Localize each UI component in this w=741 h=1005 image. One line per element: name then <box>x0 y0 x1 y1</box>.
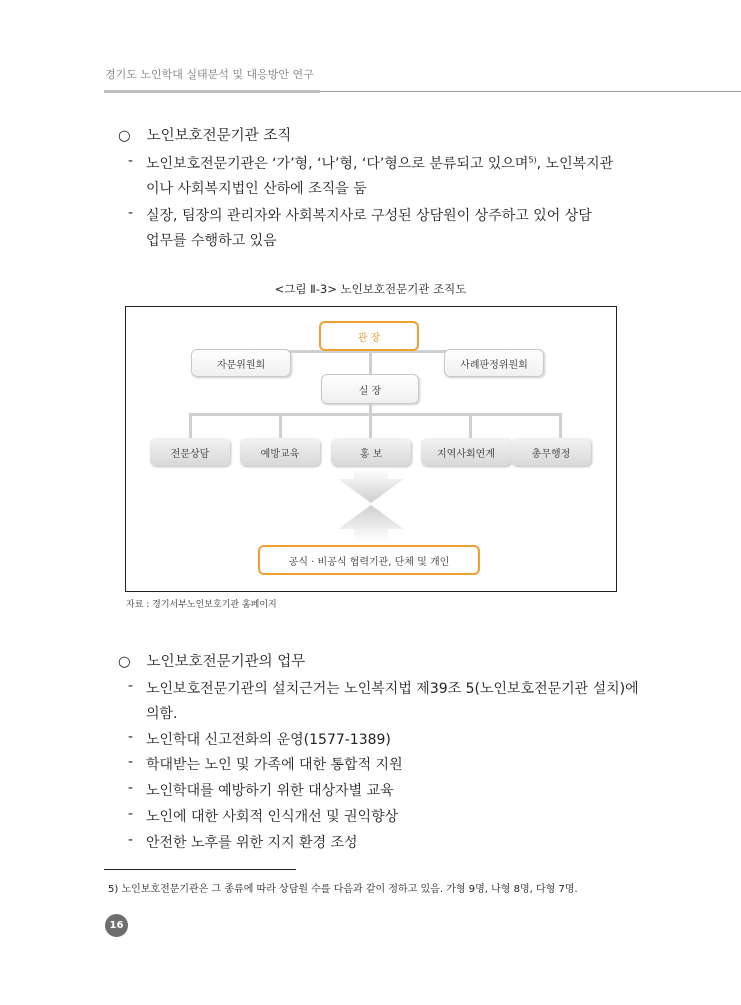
node-partners <box>258 545 480 575</box>
dash-bullet: - <box>128 780 134 796</box>
dash-bullet: - <box>128 205 134 221</box>
node-team <box>421 438 511 466</box>
bullet-text: 노인보호전문기관은 ‘가’형, ‘나’형, ‘다’형으로 분류되고 있으며 <box>146 156 529 172</box>
org-chart <box>125 306 617 592</box>
section2-title-text: 노인보호전문기관의 업무 <box>146 654 306 670</box>
section2-bullet2: 노인학대 신고전화의 운영(1577-1389) <box>146 732 391 748</box>
page-number-badge: 16 <box>105 914 128 937</box>
section2-bullet3: 학대받는 노인 및 가족에 대한 통합적 지원 <box>146 757 403 773</box>
node-team-label: 지역사회연계 <box>437 448 495 460</box>
connector-line <box>189 413 561 416</box>
node-director <box>319 321 419 351</box>
node-advisory-committee <box>191 349 291 377</box>
bidirectional-arrow-icon <box>336 467 406 543</box>
section2-bullet1-line2: 의함. <box>146 706 178 722</box>
node-team-label: 전문상담 <box>170 448 210 460</box>
node-team <box>240 438 320 466</box>
bullet-text: , 노인복지관 <box>536 156 614 172</box>
section1-title <box>118 124 291 145</box>
node-team <box>331 438 411 466</box>
section2-bullet4: 노인학대를 예방하기 위한 대상자별 교육 <box>146 783 394 799</box>
dash-bullet: - <box>128 729 134 745</box>
node-team <box>150 438 230 466</box>
section1-bullet2-line1: 실장, 팀장의 관리자와 사회복지사로 구성된 상담원이 상주하고 있어 상담 <box>146 208 592 224</box>
node-manager-label: 실 장 <box>358 385 382 397</box>
section2-title <box>118 650 305 671</box>
connector-line <box>279 413 282 438</box>
circle-bullet-icon: ○ <box>118 128 131 144</box>
running-header: 경기도 노인학대 실태분석 및 대응방안 연구 <box>105 68 314 81</box>
dash-bullet: - <box>128 832 134 848</box>
figure-source: 자료 : 경기서부노인보호기관 홈페이지 <box>126 600 277 610</box>
figure-caption: <그림 Ⅱ-3> 노인보호전문기관 조직도 <box>274 282 467 296</box>
footnote-rule <box>104 869 296 870</box>
footnote: 5) 노인보호전문기관은 그 종류에 따라 상담원 수를 다음과 같이 정하고 있음. 가형 9명, 나형 8명, 다형 7명. <box>108 884 578 895</box>
section1-bullet1-line2: 이나 사회복지법인 산하에 조직을 둠 <box>146 181 367 197</box>
section1-bullet2-line2: 업무를 수행하고 있음 <box>146 233 277 249</box>
section2-bullet5: 노인에 대한 사회적 인식개선 및 권익향상 <box>146 809 399 825</box>
node-case-committee-label: 사례판정위원회 <box>460 359 528 371</box>
dash-bullet: - <box>128 153 134 169</box>
dash-bullet: - <box>128 678 134 694</box>
node-team <box>511 438 591 466</box>
node-team-label: 홍 보 <box>359 448 383 460</box>
connector-line <box>189 413 192 438</box>
section2-bullet1-line1: 노인보호전문기관의 설치근거는 노인복지법 제39조 5(노인보호전문기관 설치)에 <box>146 681 639 697</box>
node-manager <box>321 374 419 404</box>
dash-bullet: - <box>128 754 134 770</box>
footnote-ref[interactable]: 5) <box>528 155 537 165</box>
node-team-label: 총무행정 <box>531 448 571 460</box>
node-team-label: 예방교육 <box>260 448 300 460</box>
circle-bullet-icon: ○ <box>118 654 131 670</box>
node-partners-label: 공식 · 비공식 협력기관, 단체 및 개인 <box>288 556 450 568</box>
node-advisory-label: 자문위원회 <box>216 359 266 371</box>
connector-line <box>469 413 472 438</box>
section1-title-text: 노인보호전문기관 조직 <box>146 128 292 144</box>
connector-line <box>369 349 372 376</box>
header-rule-thin <box>320 91 741 92</box>
dash-bullet: - <box>128 806 134 822</box>
connector-line <box>369 413 372 438</box>
section2-bullet6: 안전한 노후를 위한 지지 환경 조성 <box>146 835 358 851</box>
header-rule <box>104 90 320 93</box>
connector-line <box>559 413 562 438</box>
node-director-label: 관 장 <box>357 332 381 344</box>
node-case-committee <box>444 349 544 377</box>
section1-bullet1-line1 <box>146 153 613 173</box>
